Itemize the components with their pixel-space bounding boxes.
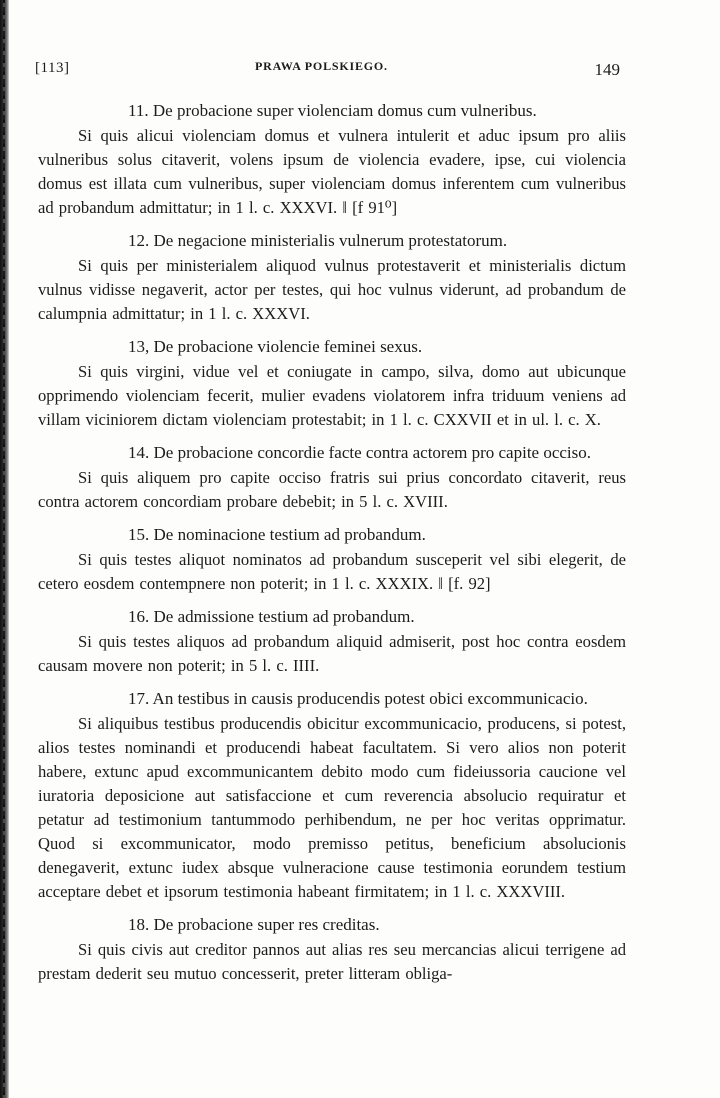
section-body-11: Si quis alicui violenciam domus et vulnera intulerit et aduc ipsum pro aliis vulneribus solus citaverit, volens ipsum de violencia evadere, ipse, cui violencia domus est illata cum vulneribus, super violenciam domus inferentem cum vulneribus ad probandum admittatur; in 1 l. c. XXXVI. ‖ [f 91⁰] [38, 126, 626, 217]
section-body-16: Si quis testes aliquos ad probandum aliquid admiserit, post hoc contra eosdem causam movere non poterit; in 5 l. c. IIII. [38, 632, 626, 675]
section-heading-13: 13, De probacione violencie feminei sexus. [128, 337, 423, 356]
running-title: PRAWA POLSKIEGO. [255, 59, 388, 73]
binding-shadow [3, 0, 5, 1098]
section-heading-11: 11. De probacione super violenciam domus cum vulneribus. [128, 101, 537, 120]
section-reference: [113] [35, 60, 70, 76]
section-heading-14: 14. De probacione concordie facte contra actorem pro capite occiso. [128, 443, 592, 462]
section-body-13: Si quis virgini, vidue vel et coniugate in campo, silva, domo aut ubicunque opprimendo violenciam fecerit, mulier evadens violatorem infra triduum veniens ad villam viciniorem dictam violenciam protestabit; in 1 l. c. CXXVII et in ul. l. c. X. [38, 362, 626, 429]
section-body-18: Si quis civis aut creditor pannos aut alias res seu mercancias alicui terrigene ad prestam dederit seu mutuo concesserit, preter litteram obliga- [38, 940, 626, 983]
section-heading-17: 17. An testibus in causis producendis potest obici excommunicacio. [128, 689, 588, 708]
section-heading-15: 15. De nominacione testium ad probandum. [128, 525, 426, 544]
page-body [38, 96, 626, 994]
section-body-15: Si quis testes aliquot nominatos ad probandum susceperit vel sibi elegerit, de cetero eosdem contempnere non poterit; in 1 l. c. XXXIX. ‖ [f. 92] [38, 550, 626, 593]
section-heading-16: 16. De admissione testium ad probandum. [128, 607, 415, 626]
running-header [35, 58, 620, 82]
section-body-14: Si quis aliquem pro capite occiso fratris sui prius concordato citaverit, reus contra actorem concordiam probare debebit; in 5 l. c. XVIII. [38, 468, 626, 511]
section-heading-12: 12. De negacione ministerialis vulnerum protestatorum. [128, 231, 508, 250]
section-heading-18: 18. De probacione super res creditas. [128, 915, 380, 934]
section-body-17: Si aliquibus testibus producendis obicitur excommunicacio, producens, si potest, alios testes nominandi et producendi habeat facultatem. Si vero alios non poterit habere, extunc apud excommunicantem debito modo cum fideiussoria caucione vel iuratoria deposicione aut satisfaccione et cum reverencia absolucio requiratur et petatur ad testimonium tantummodo perhibendum, ne per hoc veritas opprimatur. Quod si excommunicator, modo premisso petitus, beneficium absolucionis denegaverit, extunc iudex absque vulneracione cause testimonia eorundem testium acceptare debet et ipsorum testimonia habeant firmitatem; in 1 l. c. XXXVIII. [38, 714, 626, 901]
section-body-12: Si quis per ministerialem aliquod vulnus protestaverit et ministerialis dictum vulnus vidisse negaverit, actor per testes, qui hoc vulnus viderunt, ad probandum de calumpnia admittatur; in 1 l. c. XXXVI. [38, 256, 626, 323]
page-number: 149 [594, 60, 620, 79]
